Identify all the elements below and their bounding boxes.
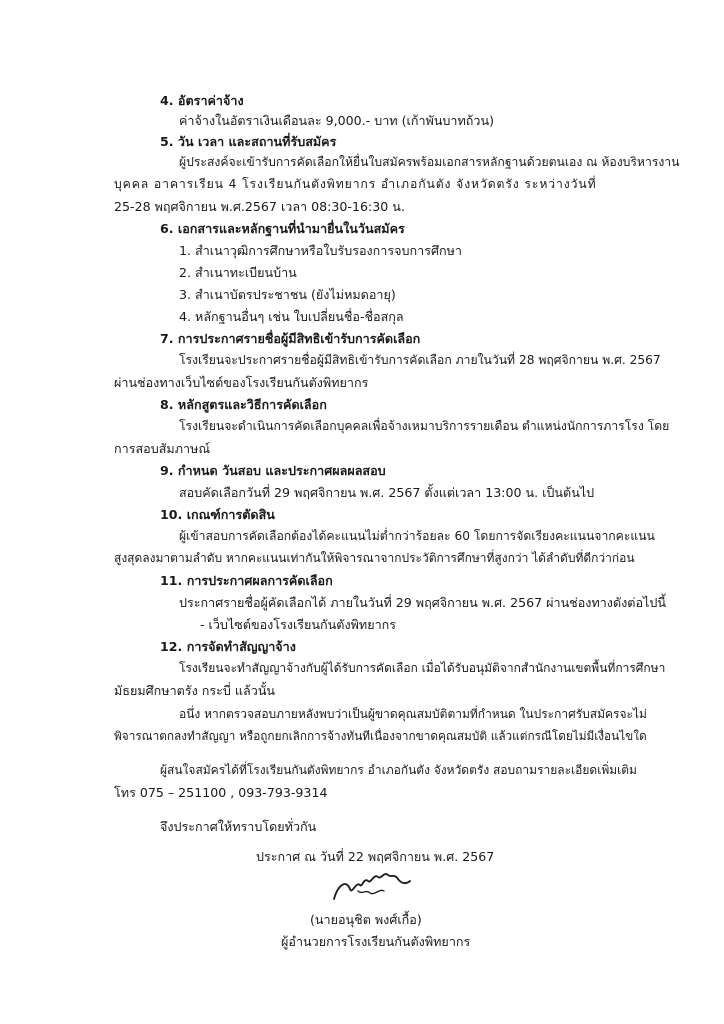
section-7-line: โรงเรียนจะประกาศรายชื่อผู้มีสิทธิเข้ารับการคัดเลือก ภายในวันที่ 28 พฤศจิกายน พ.ศ. 2567 bbox=[179, 353, 661, 367]
section-5-line: ผู้ประสงค์จะเข้ารับการคัดเลือกให้ยื่นใบสมัครพร้อมเอกสารหลักฐานด้วยตนเอง ณ ห้องบริหารงาน bbox=[179, 155, 680, 169]
section-11-line: - เว็บไซต์ของโรงเรียนกันตังพิทยากร bbox=[200, 617, 397, 632]
signer-name: (นายอนุชิต พงศ์เกื้อ) bbox=[310, 912, 422, 927]
section-10-line: สูงสุดลงมาตามลำดับ หากคะแนนเท่ากันให้พิจารณาจากประวัติการศึกษาที่สูงกว่า ได้ลำดับที่ดีกว่าก่อน bbox=[114, 551, 635, 565]
section-12-line: อนึ่ง หากตรวจสอบภายหลังพบว่าเป็นผู้ขาดคุณสมบัติตามที่กำหนด ในประกาศรับสมัครจะไม่ bbox=[179, 707, 647, 721]
section-12-line: โรงเรียนจะทำสัญญาจ้างกับผู้ได้รับการคัดเลือก เมื่อได้รับอนุมัติจากสำนักงานเขตพื้นที่การศึกษา bbox=[179, 661, 666, 675]
closing-statement: จึงประกาศให้ทราบโดยทั่วกัน bbox=[160, 819, 317, 834]
section-10-heading: 10. เกณฑ์การตัดสิน bbox=[160, 507, 275, 522]
section-6-heading: 6. เอกสารและหลักฐานที่นำมายื่นในวันสมัคร bbox=[160, 221, 405, 236]
contact-line: ผู้สนใจสมัครได้ที่โรงเรียนกันตังพิทยากร อำเภอกันตัง จังหวัดตรัง สอบถามรายละเอียดเพิ่มเติม bbox=[160, 763, 637, 777]
section-5-line: บุคคล อาคารเรียน 4 โรงเรียนกันตังพิทยากร อำเภอกันตัง จังหวัดตรัง ระหว่างวันที่ bbox=[114, 177, 597, 191]
section-7-heading: 7. การประกาศรายชื่อผู้มีสิทธิเข้ารับการคัดเลือก bbox=[160, 331, 421, 346]
section-6-item: 3. สำเนาบัตรประชาชน (ยังไม่หมดอายุ) bbox=[179, 287, 396, 302]
section-8-line: โรงเรียนจะดำเนินการคัดเลือกบุคคลเพื่อจ้างเหมาบริการรายเดือน ตำแหน่งนักการภารโรง โดย bbox=[179, 419, 670, 433]
section-9-line: สอบคัดเลือกวันที่ 29 พฤศจิกายน พ.ศ. 2567 ตั้งแต่เวลา 13:00 น. เป็นต้นไป bbox=[179, 485, 595, 500]
section-4-line: ค่าจ้างในอัตราเงินเดือนละ 9,000.- บาท (เก้าพันบาทถ้วน) bbox=[179, 113, 495, 128]
section-5-heading: 5. วัน เวลา และสถานที่รับสมัคร bbox=[160, 134, 337, 149]
signature bbox=[328, 855, 414, 907]
section-8-heading: 8. หลักสูตรและวิธีการคัดเลือก bbox=[160, 397, 327, 412]
signer-title: ผู้อำนวยการโรงเรียนกันตังพิทยากร bbox=[281, 934, 471, 949]
section-8-line: การสอบสัมภาษณ์ bbox=[114, 441, 211, 456]
section-6-item: 1. สำเนาวุฒิการศึกษาหรือใบรับรองการจบการศึกษา bbox=[179, 243, 462, 258]
section-10-line: ผู้เข้าสอบการคัดเลือกต้องได้คะแนนไม่ต่ำกว่าร้อยละ 60 โดยการจัดเรียงคะแนนจากคะแนน bbox=[179, 529, 655, 543]
section-12-line: พิจารณาตกลงทำสัญญา หรือถูกยกเลิกการจ้างทันทีเนื่องจากขาดคุณสมบัติ แล้วแต่กรณีโดยไม่มีเงื่อนไขใด bbox=[114, 729, 647, 743]
section-11-line: ประกาศรายชื่อผู้คัดเลือกได้ ภายในวันที่ 29 พฤศจิกายน พ.ศ. 2567 ผ่านช่องทางดังต่อไปนี้ bbox=[179, 595, 666, 610]
section-7-line: ผ่านช่องทางเว็บไซต์ของโรงเรียนกันตังพิทยากร bbox=[114, 375, 369, 390]
section-4-heading: 4. อัตราค่าจ้าง bbox=[160, 93, 244, 108]
contact-phone: โทร 075 – 251100 , 093-793-9314 bbox=[114, 785, 328, 800]
section-6-item: 2. สำเนาทะเบียนบ้าน bbox=[179, 265, 297, 280]
section-5-line: 25-28 พฤศจิกายน พ.ศ.2567 เวลา 08:30-16:30 น. bbox=[114, 199, 405, 214]
section-6-item: 4. หลักฐานอื่นๆ เช่น ใบเปลี่ยนชื่อ-ชื่อสกุล bbox=[179, 309, 404, 324]
section-11-heading: 11. การประกาศผลการคัดเลือก bbox=[160, 573, 333, 588]
section-9-heading: 9. กำหนด วันสอบ และประกาศผลผลสอบ bbox=[160, 463, 386, 478]
section-12-heading: 12. การจัดทำสัญญาจ้าง bbox=[160, 639, 296, 654]
section-12-line: มัธยมศึกษาตรัง กระบี่ แล้วนั้น bbox=[114, 683, 276, 698]
announcement-date: ประกาศ ณ วันที่ 22 พฤศจิกายน พ.ศ. 2567 bbox=[256, 849, 495, 864]
